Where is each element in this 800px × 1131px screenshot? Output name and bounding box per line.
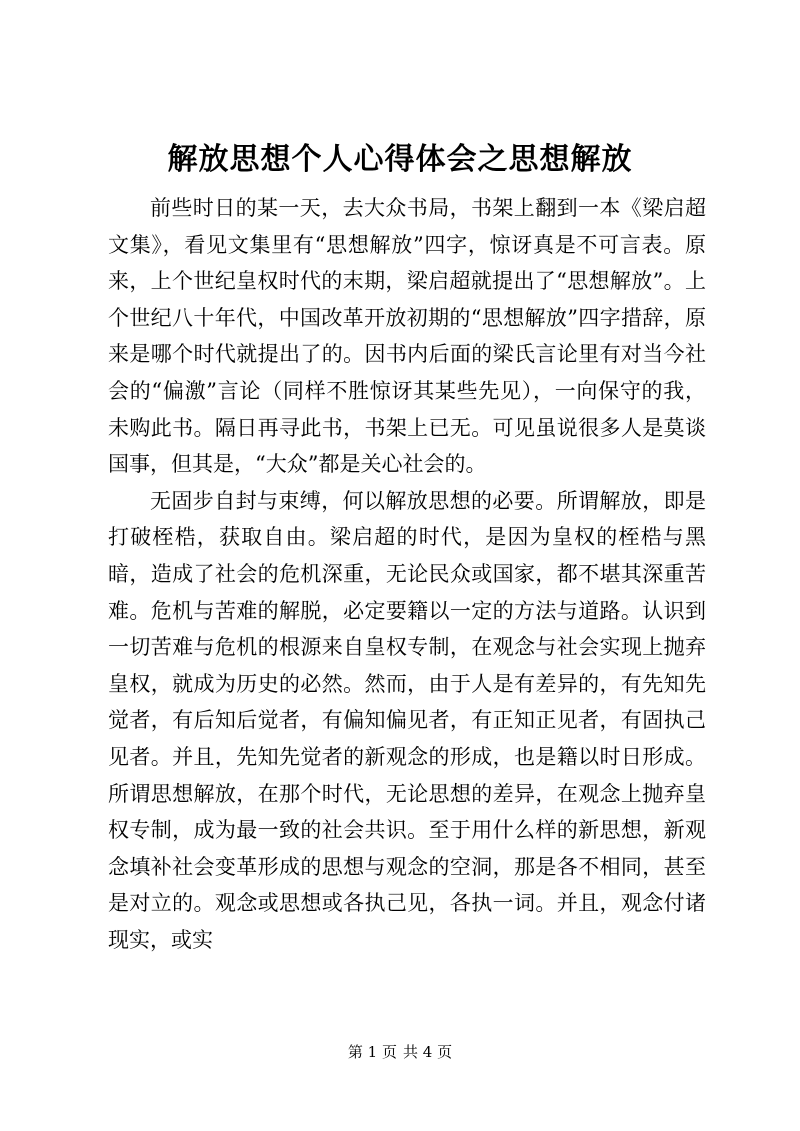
page-number: 第 1 页 <box>347 1043 397 1061</box>
paragraph-1: 前些时日的某一天，去大众书局，书架上翻到一本《梁启超文集》，看见文集里有“思想解放”四字，惊讶真是不可言表。原来，上个世纪皇权时代的末期，梁启超就提出了“思想解放”。上个世纪八十年代，中国改革开放初期的“思想解放”四字措辞，原来是哪个时代就提出了的。因书内后面的梁氏言论里有对当今社会的“偏激”言论（同样不胜惊讶其某些先见），一向保守的我，未购此书。隔日再寻此书，书架上已无。可见虽说很多人是莫谈国事，但其是，“大众”都是关心社会的。 <box>108 196 706 477</box>
document-body <box>108 190 706 958</box>
page-footer <box>0 1042 800 1062</box>
paragraph-2: 无固步自封与束缚，何以解放思想的必要。所谓解放，即是打破桎梏，获取自由。梁启超的时代，是因为皇权的桎梏与黑暗，造成了社会的危机深重，无论民众或国家，都不堪其深重苦难。危机与苦难的解脱，必定要籍以一定的方法与道路。认识到一切苦难与危机的根源来自皇权专制，在观念与社会实现上抛弃皇权，就成为历史的必然。然而，由于人是有差异的，有先知先觉者，有后知后觉者，有偏知偏见者，有正知正见者，有固执己见者。并且，先知先觉者的新观念的形成，也是籍以时日形成。所谓思想解放，在那个时代，无论思想的差异，在观念上抛弃皇权专制，成为最一致的社会共识。至于用什么样的新思想，新观念填补社会变革形成的思想与观念的空洞，那是各不相同，甚至是对立的。观念或思想或各执己见，各执一词。并且，观念付诸现实，或实 <box>108 488 706 952</box>
page-total: 共 4 页 <box>403 1043 453 1061</box>
document-title: 解放思想个人心得体会之思想解放 <box>167 142 633 177</box>
